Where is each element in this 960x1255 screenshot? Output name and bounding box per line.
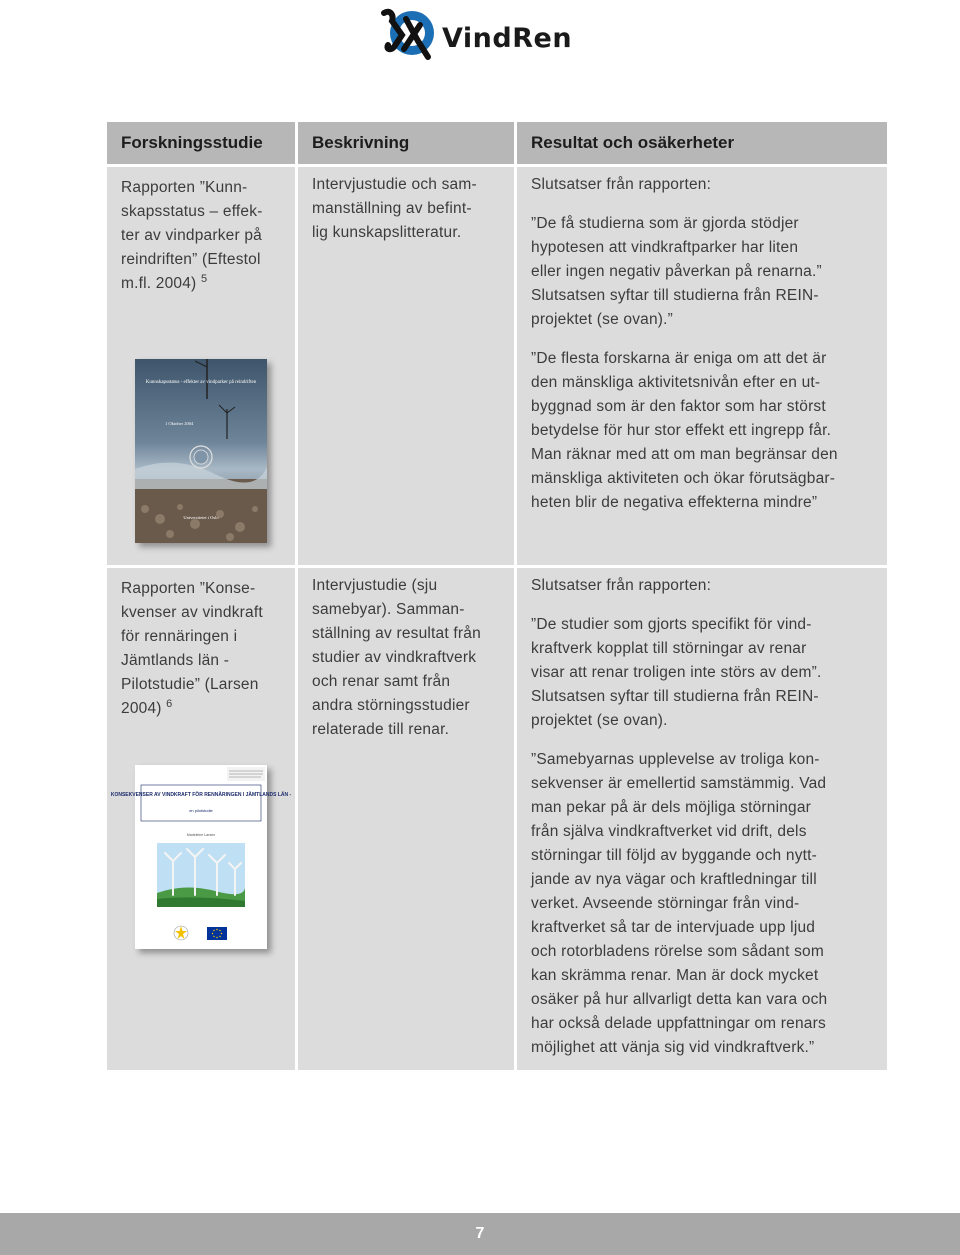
results-line: projektet (se ovan).: [531, 712, 668, 729]
study-line: Rapporten ”Konse-: [121, 580, 256, 597]
results-line: kan skrämma renar. Man är dock mycket: [531, 967, 819, 984]
study-line: skapsstatus – effek-: [121, 203, 263, 220]
results-intro: Slutsatser från rapporten:: [531, 176, 712, 193]
cover-title: Kunnskapsstatus - effekter av vindparker på reindriften: [145, 380, 257, 385]
research-table: [107, 122, 887, 1073]
results-line: heten blir de negativa effekterna mindre”: [531, 494, 818, 511]
study-line: m.fl. 2004) $^5$: [121, 272, 208, 292]
results-line: ”De få studierna som är gjorda stödjer: [531, 215, 799, 232]
study-line: Rapporten ”Kunn-: [121, 179, 248, 196]
results-intro: Slutsatser från rapporten:: [531, 577, 712, 594]
description-line: studier av vindkraftverk: [312, 649, 477, 666]
header-results: Resultat och osäkerheter: [517, 122, 887, 164]
cover-date: 1 Oktober 2004: [165, 421, 194, 426]
results-line: Slutsatsen syftar till studierna från REIN-: [531, 287, 819, 304]
cover-author: Madeleine Larsen: [186, 833, 216, 837]
study-line: Jämtlands län -: [121, 652, 230, 669]
results-line: ”De flesta forskarna är eniga om att det är: [531, 350, 827, 367]
vindren-logo: [380, 5, 590, 65]
results-line: den mänskliga aktivitetsnivån efter en ut-: [531, 374, 821, 391]
results-line: störningar till följd av byggande och nytt-: [531, 847, 818, 864]
page-footer: [0, 1213, 960, 1255]
results-line: osäker på hur allvarligt detta kan vara och: [531, 991, 828, 1008]
description-line: Intervjustudie och sam-: [312, 176, 477, 193]
description-line: ställning av resultat från: [312, 625, 481, 642]
results-line: har också delade uppfattningar om renars: [531, 1015, 826, 1032]
cover-title: KONSEKVENSER AV VINDKRAFT FÖR RENNÄRINGEN I JÄMTLANDS LÄN -: [110, 792, 292, 798]
page-number: 7: [475, 1225, 485, 1242]
description-cell: [298, 167, 514, 565]
description-line: samebyar). Samman-: [312, 601, 465, 618]
table-row: [107, 568, 887, 1073]
description-line: Intervjustudie (sju: [312, 577, 438, 594]
description-line: manställning av befint-: [312, 200, 472, 217]
header-description: Beskrivning: [298, 122, 514, 164]
results-line: från själva vindkraftverket vid drift, dels: [531, 823, 807, 840]
results-line: sekvenser är emellertid samstämmig. Vad: [531, 775, 827, 792]
cover-subtitle: en pilotstudie: [189, 808, 213, 813]
description-cell: [298, 568, 514, 1070]
results-line: Man räknar med att om man begränsar den: [531, 446, 838, 463]
study-line: 2004) $^6$: [121, 697, 173, 717]
results-line: mänskliga aktiviteten och ökar förutsägbar-: [531, 470, 836, 487]
results-line: eller ingen negativ påverkan på renarna.”: [531, 263, 822, 280]
results-line: kraftverket så tar de intervjuade upp ljud: [531, 919, 816, 936]
results-cell: [517, 568, 887, 1070]
results-line: visar att renar troligen inte störs av dem”.: [531, 664, 822, 681]
results-line: kraftverk kopplat till störningar av renar: [531, 640, 807, 657]
footnote-ref: 6: [166, 697, 173, 710]
study-line: reindriften” (Eftestol: [121, 251, 261, 268]
results-line: projektet (se ovan).”: [531, 311, 674, 328]
header-study: Forskningsstudie: [107, 122, 295, 164]
report-cover-image: [110, 765, 292, 949]
table-row: [107, 167, 887, 568]
study-line: kvenser av vindkraft: [121, 604, 263, 621]
study-cell: [107, 568, 295, 1070]
results-line: ”De studier som gjorts specifikt för vind-: [531, 616, 812, 633]
study-line: Pilotstudie” (Larsen: [121, 676, 259, 693]
report-cover-image: [135, 359, 267, 543]
study-line: ter av vindparker på: [121, 227, 262, 244]
results-line: betydelse för hur stor effekt ett ingrepp får.: [531, 422, 832, 439]
description-line: relaterade till renar.: [312, 721, 450, 738]
cover-publisher: Universitetet i Oslo: [183, 515, 219, 520]
study-line: för rennäringen i: [121, 628, 238, 645]
footnote-ref: 5: [200, 272, 208, 285]
vindren-logo-icon: [380, 5, 442, 65]
table-header-row: [107, 122, 887, 167]
description-line: andra störningsstudier: [312, 697, 470, 714]
results-line: man pekar på är dels möjliga störningar: [531, 799, 812, 816]
results-line: Slutsatsen syftar till studierna från REIN-: [531, 688, 819, 705]
results-line: möjlighet att vänja sig vid vindkraftverk.”: [531, 1039, 815, 1056]
results-line: ”Samebyarnas upplevelse av troliga kon-: [531, 751, 820, 768]
results-cell: [517, 167, 887, 565]
description-line: och renar samt från: [312, 673, 451, 690]
results-line: byggnad som är den faktor som har störst: [531, 398, 826, 415]
results-line: och rotorbladens rörelse som sådant som: [531, 943, 824, 960]
study-cell: [107, 167, 295, 565]
results-line: verket. Avseende störningar från vind-: [531, 895, 800, 912]
results-line: jande av nya vägar och kraftledningar till: [531, 871, 817, 888]
logo-text: VindRen: [442, 23, 573, 54]
results-line: hypotesen att vindkraftparker har liten: [531, 239, 799, 256]
description-line: lig kunskapslitteratur.: [312, 224, 462, 241]
